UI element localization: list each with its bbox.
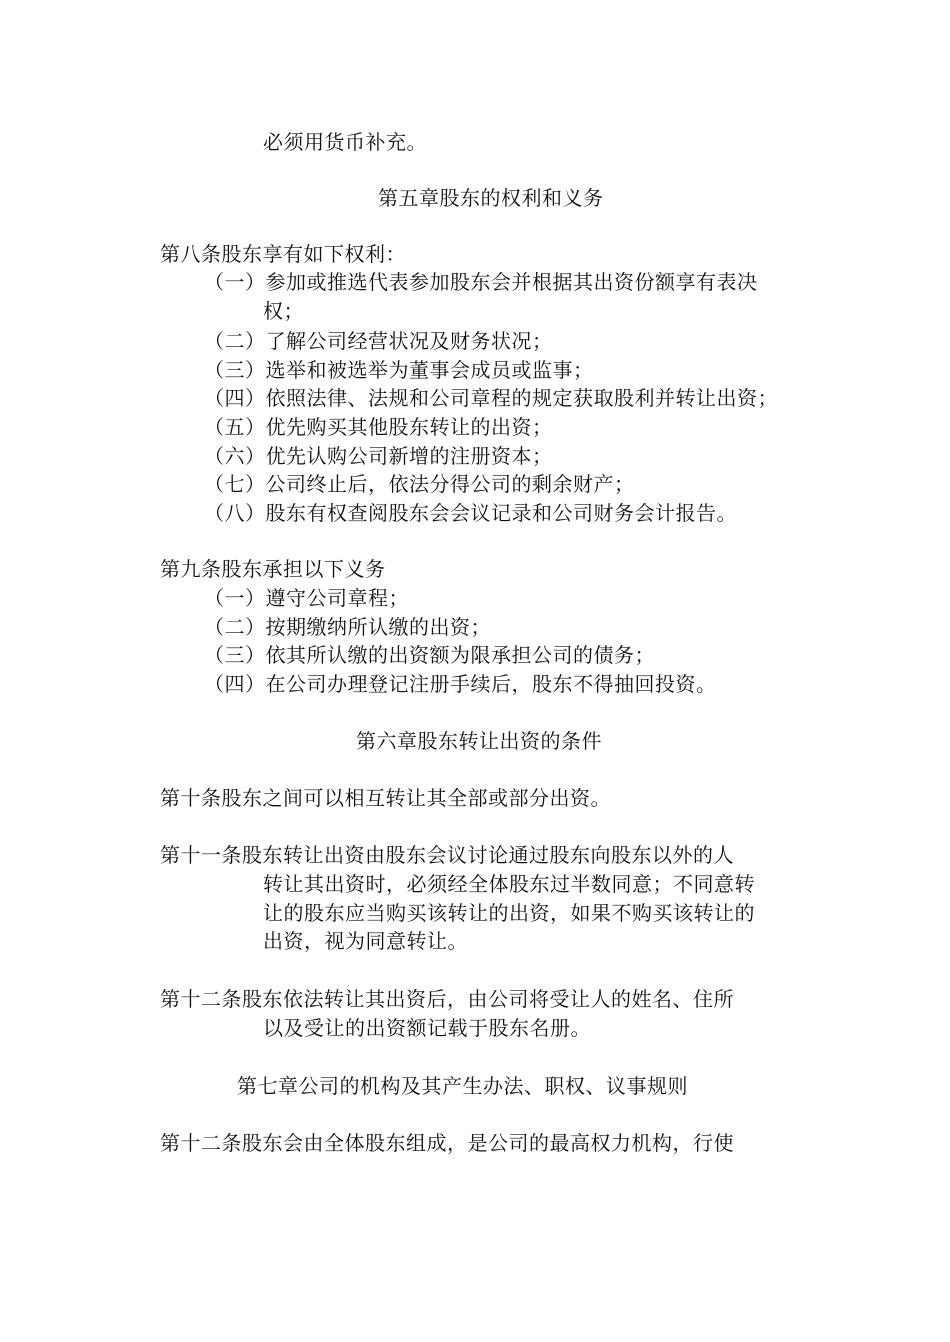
article-9-item: [204, 669, 717, 699]
article-8-heading: 第八条股东享有如下权利：: [160, 242, 406, 266]
article-9-heading: 第九条股东承担以下义务: [160, 557, 386, 581]
article-11-line: 第十一条股东转让出资由股东会议讨论通过股东向股东以外的人: [160, 843, 734, 867]
item-number: （一）: [204, 586, 266, 610]
item-number: （一）: [204, 270, 266, 294]
item-text: 依其所认缴的出资额为限承担公司的债务；: [265, 643, 655, 667]
item-number: （二）: [204, 329, 266, 353]
item-number: （三）: [204, 358, 266, 382]
item-number: （七）: [204, 472, 266, 496]
item-number: （八）: [204, 501, 266, 525]
article-8-item: [204, 267, 758, 297]
article-9-item: [204, 583, 409, 613]
item-text: 优先认购公司新增的注册资本；: [265, 444, 553, 468]
article-12-shareholders-meeting: 第十二条股东会由全体股东组成，是公司的最高权力机构，行使: [160, 1131, 734, 1155]
article-8-item-continuation: 权；: [263, 299, 304, 323]
article-9-item: [204, 640, 655, 670]
item-number: （四）: [204, 672, 266, 696]
item-text: 了解公司经营状况及财务状况；: [265, 329, 553, 353]
item-text: 优先购买其他股东转让的出资；: [265, 415, 553, 439]
item-text: 公司终止后，依法分得公司的剩余财产；: [265, 472, 635, 496]
article-12-line: 以及受让的出资额记载于股东名册。: [263, 1016, 591, 1040]
article-8-item: [204, 355, 594, 385]
article-11-line: 让的股东应当购买该转让的出资，如果不购买该转让的: [263, 901, 755, 925]
article-8-item: [204, 441, 553, 471]
paragraph-continuation: 必须用货币补充。: [263, 130, 427, 154]
item-text: 依照法律、法规和公司章程的规定获取股利并转让出资；: [265, 386, 778, 410]
item-number: （六）: [204, 444, 266, 468]
article-12-line: 第十二条股东依法转让其出资后，由公司将受让人的姓名、住所: [160, 987, 734, 1011]
article-8-item: [204, 498, 737, 528]
chapter-6-title: 第六章股东转让出资的条件: [356, 729, 602, 753]
item-text: 按期缴纳所认缴的出资；: [265, 615, 491, 639]
article-11-line: 转让其出资时，必须经全体股东过半数同意；不同意转: [263, 872, 755, 896]
item-number: （三）: [204, 643, 266, 667]
item-text: 参加或推选代表参加股东会并根据其出资份额享有表决: [265, 270, 758, 294]
article-8-item: [204, 412, 553, 442]
article-11-line: 出资，视为同意转让。: [263, 929, 468, 953]
item-text: 遵守公司章程；: [265, 586, 409, 610]
chapter-7-title: 第七章公司的机构及其产生办法、职权、议事规则: [237, 1074, 688, 1098]
item-text: 选举和被选举为董事会成员或监事；: [265, 358, 594, 382]
article-9-item: [204, 612, 491, 642]
item-number: （二）: [204, 615, 266, 639]
item-number: （五）: [204, 415, 266, 439]
item-number: （四）: [204, 386, 266, 410]
item-text: 在公司办理登记注册手续后，股东不得抽回投资。: [265, 672, 717, 696]
item-text: 股东有权查阅股东会会议记录和公司财务会计报告。: [265, 501, 737, 525]
article-8-item: [204, 469, 635, 499]
article-8-item: [204, 326, 553, 356]
article-8-item: [204, 383, 778, 413]
chapter-5-title: 第五章股东的权利和义务: [378, 186, 604, 210]
article-10: 第十条股东之间可以相互转让其全部或部分出资。: [160, 786, 611, 810]
